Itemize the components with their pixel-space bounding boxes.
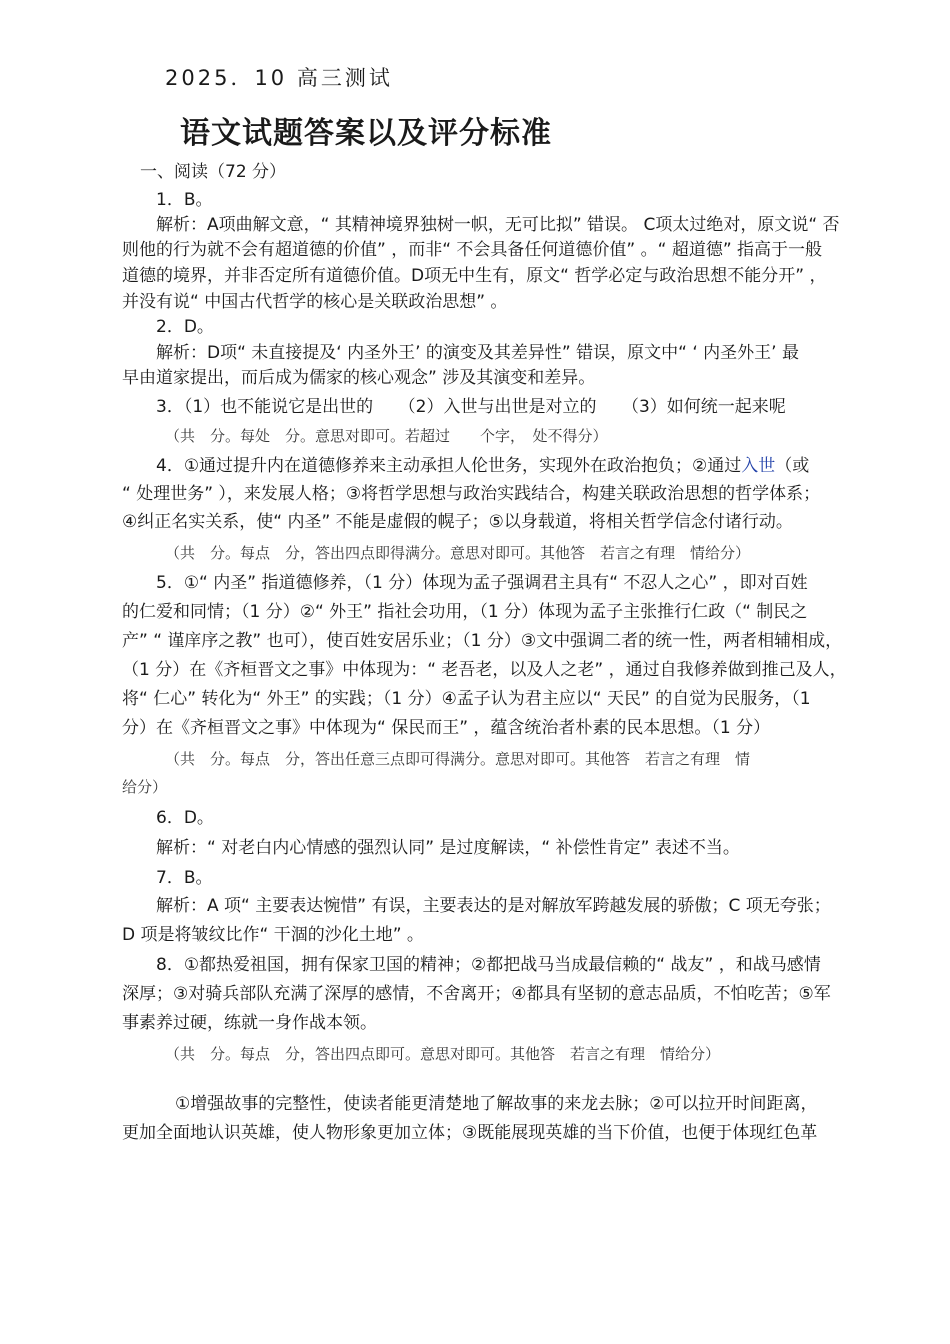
q4-text-after: （或: [775, 456, 810, 476]
q5-answer-line: 将“ 仁心” 转化为“ 外王” 的实践；（1 分）④孟子认为君主应以“ 天民” 的自觉为民服务，（1: [122, 689, 811, 709]
section-heading: 一、阅读（72 分）: [140, 162, 287, 182]
q5-scoring: 给分）: [122, 778, 168, 796]
q1-analysis-line: 道德的境界，并非否定所有道德价值。D项无中生有，原文“ 哲学必定与政治思想不能分开” ，: [122, 266, 827, 286]
q1-analysis-line: 则他的行为就不会有超道德的价值” ，而非“ 不会具备任何道德价值” 。“ 超道德” 指高于一般: [122, 240, 823, 260]
q8-answer-line: 8．①都热爱祖国，拥有保家卫国的精神；②都把战马当成最信赖的“ 战友” ，和战马感情: [156, 955, 821, 975]
q7-analysis-line: D 项是将皱纹比作“ 干涸的沙化土地” 。: [122, 925, 424, 945]
q9-answer-line: ①增强故事的完整性，使读者能更清楚地了解故事的来龙去脉；②可以拉开时间距离，: [175, 1094, 818, 1114]
q8-scoring: （共 分。每点 分，答出四点即可。意思对即可。其他答 若言之有理 情给分）: [165, 1045, 721, 1063]
q6-answer: 6．D。: [156, 808, 214, 828]
q4-answer-line: ④纠正名实关系，使“ 内圣” 不能是虚假的幌子；⑤以身载道，将相关哲学信念付诸行动。: [122, 512, 793, 532]
q5-scoring: （共 分。每点 分，答出任意三点即可得满分。意思对即可。其他答 若言之有理 情: [165, 750, 751, 768]
q5-answer-line: 产” “ 谨庠序之教” 也可），使百姓安居乐业；（1 分）③文中强调二者的统一性，两者相辅相成，: [122, 631, 843, 651]
q1-analysis-line: 解析：A项曲解文意，“ 其精神境界独树一帜，无可比拟” 错误。 C项太过绝对，原文说“ 否: [156, 215, 840, 235]
q2-analysis-line: 解析：D项“ 未直接提及‘ 内圣外王’ 的演变及其差异性” 错误，原文中“ ‘ 内圣外王’ 最: [156, 343, 799, 363]
page-title: 语文试题答案以及评分标准: [180, 116, 552, 151]
q5-answer-line: 分）在《齐桓晋文之事》中体现为“ 保民而王” ，蕴含统治者朴素的民本思想。（1 分）: [122, 718, 771, 738]
q2-answer: 2．D。: [156, 317, 214, 337]
q5-answer-line: 5．①“ 内圣” 指道德修养，（1 分）体现为孟子强调君主具有“ 不忍人之心” ，即对百姓: [156, 573, 808, 593]
q4-scoring: （共 分。每点 分，答出四点即得满分。意思对即可。其他答 若言之有理 情给分）: [165, 544, 751, 562]
q5-answer-line: （1 分）在《齐桓晋文之事》中体现为：“ 老吾老，以及人之老” ，通过自我修养做到推己及人，: [122, 660, 847, 680]
q4-answer-line: [156, 454, 809, 478]
q4-text-before: 4．①通过提升内在道德修养来主动承担人伦世务，实现外在政治抱负；②通过: [156, 456, 742, 476]
q4-highlight: 入世: [741, 456, 776, 476]
q4-answer-line: “ 处理世务” ），来发展人格；③将哲学思想与政治实践结合，构建关联政治思想的哲学体系；: [122, 484, 821, 504]
q5-answer-line: 的仁爱和同情；（1 分）②“ 外王” 指社会功用，（1 分）体现为孟子主张推行仁政（“ 制民之: [122, 602, 808, 622]
q7-answer: 7．B。: [156, 868, 213, 888]
exam-header: 2025．10 高三测试: [165, 66, 393, 90]
q3-answer: 3．（1）也不能说它是出世的 （2）入世与出世是对立的 （3）如何统一起来呢: [156, 397, 786, 417]
q1-answer: 1．B。: [156, 190, 213, 210]
q8-answer-line: 事素养过硬，练就一身作战本领。: [122, 1013, 377, 1033]
q6-analysis: 解析：“ 对老白内心情感的强烈认同” 是过度解读，“ 补偿性肯定” 表述不当。: [156, 838, 740, 858]
q8-answer-line: 深厚；③对骑兵部队充满了深厚的感情，不舍离开；④都具有坚韧的意志品质，不怕吃苦；⑤军: [122, 984, 831, 1004]
q9-answer-line: 更加全面地认识英雄，使人物形象更加立体；③既能展现英雄的当下价值，也便于体现红色革: [122, 1123, 818, 1143]
q1-analysis-line: 并没有说“ 中国古代哲学的核心是关联政治思想” 。: [122, 292, 508, 312]
q7-analysis-line: 解析：A 项“ 主要表达惋惜” 有误，主要表达的是对解放军跨越发展的骄傲；C 项无夸张；: [156, 896, 831, 916]
q3-scoring: （共 分。每处 分。意思对即可。若超过 个字， 处不得分）: [165, 427, 608, 445]
q2-analysis-line: 早由道家提出，而后成为儒家的核心观念” 涉及其演变和差异。: [122, 368, 596, 388]
